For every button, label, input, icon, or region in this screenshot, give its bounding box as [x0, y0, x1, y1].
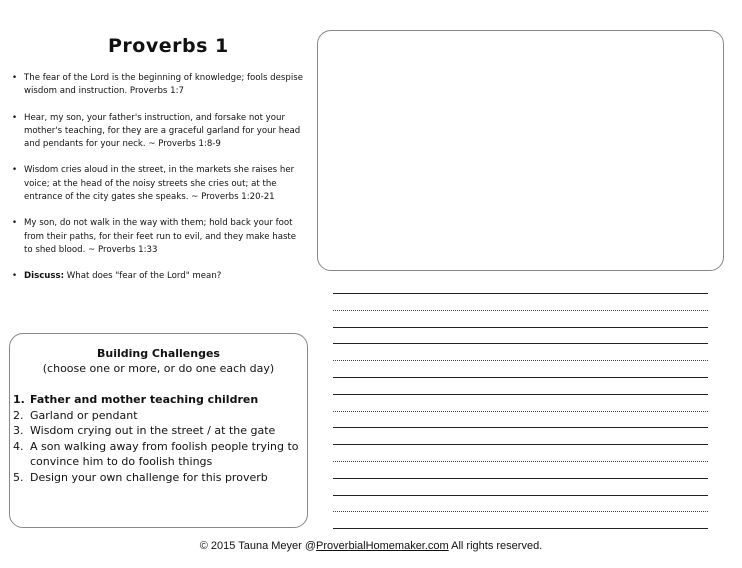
challenge-text: Garland or pendant: [30, 408, 138, 422]
writing-line: [333, 427, 708, 428]
verse-list: [12, 72, 304, 297]
verse-item: • The fear of the Lord is the beginning of knowledge; fools despise wisdom and instruction. Proverbs 1:7: [12, 72, 304, 99]
challenges-title: Building Challenges: [97, 347, 220, 360]
writing-line: [333, 394, 708, 395]
writing-line: [333, 327, 708, 328]
rights-text: All rights reserved.: [448, 540, 543, 552]
discuss-item: [12, 270, 304, 283]
writing-line: [333, 444, 708, 445]
writing-line: [333, 495, 708, 496]
writing-lines: [333, 293, 708, 545]
challenge-item: [13, 439, 303, 470]
copyright-text: © 2015 Tauna Meyer @: [199, 540, 317, 552]
discuss-label: Discuss:: [24, 271, 65, 282]
challenge-item: [13, 408, 303, 424]
writing-line: [333, 528, 708, 529]
page-title: Proverbs 1: [108, 35, 229, 57]
writing-line: [333, 293, 708, 294]
copyright-footer: [0, 540, 742, 552]
verse-item: • My son, do not walk in the way with them; hold back your foot from their paths, for their feet run to evil, and they make haste to shed blood. ~ Proverbs 1:33: [12, 217, 304, 257]
challenge-number: 3.: [13, 424, 24, 437]
writing-line: [333, 377, 708, 378]
writing-guide-line: [333, 411, 708, 412]
challenge-text: Father and mother teaching children: [30, 393, 259, 406]
challenge-item: [13, 470, 303, 486]
challenge-list: [13, 392, 303, 485]
writing-guide-line: [333, 511, 708, 512]
drawing-box: [317, 30, 724, 271]
writing-line: [333, 343, 708, 344]
challenge-text: Design your own challenge for this proverb: [30, 470, 268, 484]
building-challenges-box: [9, 333, 308, 528]
verse-item: • Hear, my son, your father's instruction, and forsake not your mother's teaching, for they are a graceful garland for your head and pendants for your neck. ~ Proverbs 1:8-9: [12, 112, 304, 152]
challenge-number: 1.: [13, 393, 25, 406]
challenge-number: 4.: [13, 439, 24, 453]
challenge-number: 5.: [13, 470, 24, 484]
challenges-subtitle: (choose one or more, or do one each day): [42, 362, 275, 375]
writing-guide-line: [333, 310, 708, 311]
challenge-item: [13, 423, 303, 439]
writing-line: [333, 478, 708, 479]
verse-item: • Wisdom cries aloud in the street, in the markets she raises her voice; at the head of the noisy streets she cries out; at the entrance of the city gates she speaks. ~ Proverbs 1:20-21: [12, 164, 304, 204]
website-link[interactable]: ProverbialHomemaker.com: [316, 540, 449, 552]
challenge-item: [13, 392, 303, 408]
discuss-question: What does "fear of the Lord" mean?: [64, 271, 222, 282]
challenge-text: A son walking away from foolish people trying to convince him to do foolish things: [30, 439, 299, 468]
challenge-text: Wisdom crying out in the street / at the gate: [30, 424, 276, 437]
writing-guide-line: [333, 461, 708, 462]
challenge-number: 2.: [13, 408, 24, 422]
writing-guide-line: [333, 360, 708, 361]
